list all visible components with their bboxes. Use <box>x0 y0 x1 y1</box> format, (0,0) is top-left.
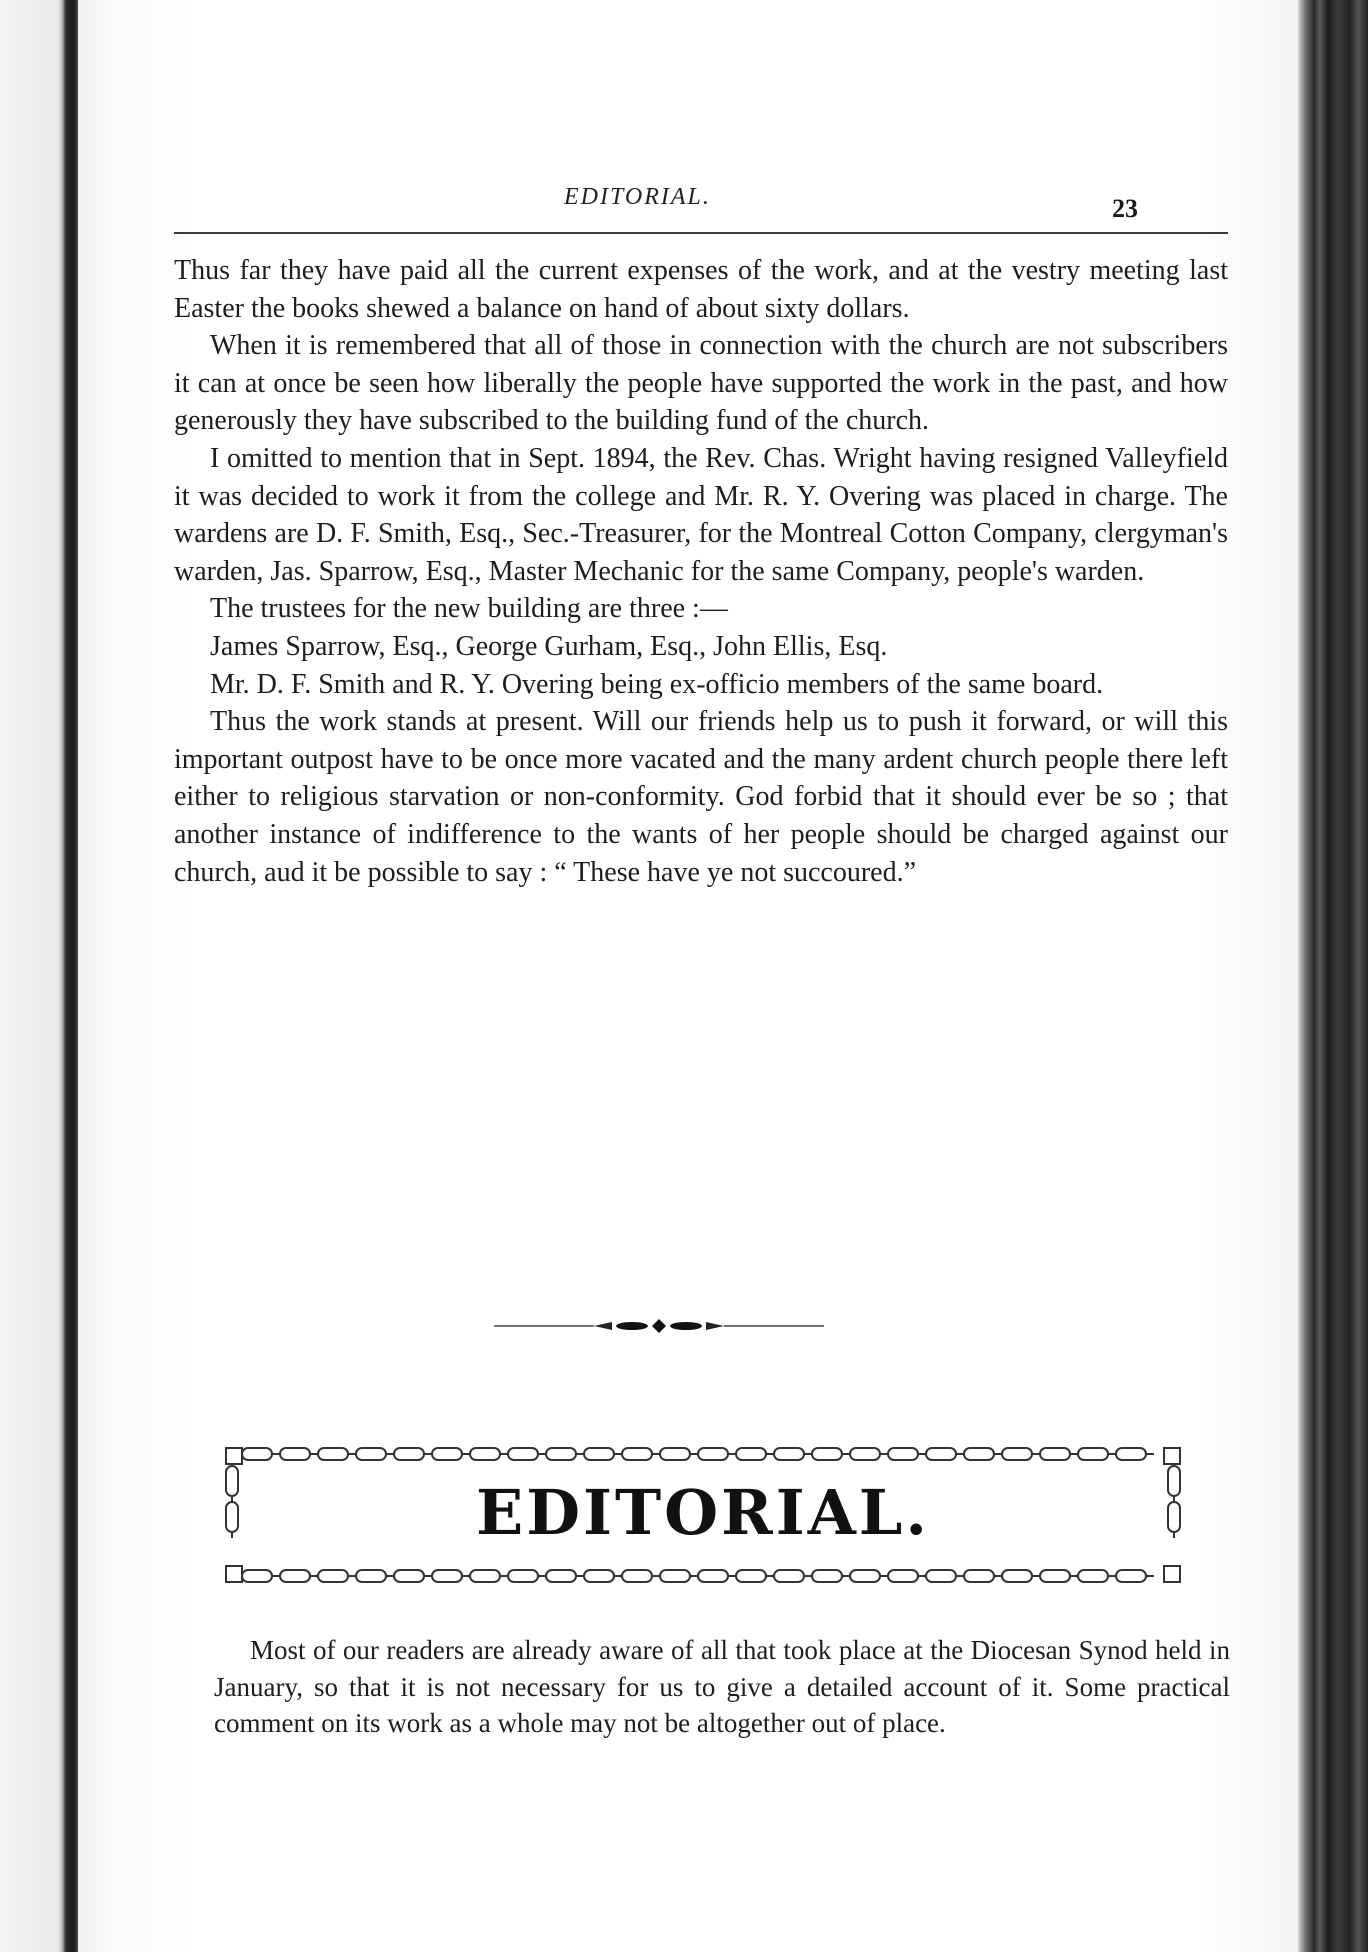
paragraph: James Sparrow, Esq., George Gurham, Esq., John Ellis, Esq. <box>210 630 888 662</box>
section-heading: EDITORIAL. <box>476 1476 930 1549</box>
paragraph: The trustees for the new building are three :— <box>210 593 728 625</box>
article-body <box>174 252 1228 891</box>
editorial-body <box>214 1632 1230 1742</box>
book-page <box>78 0 1298 1952</box>
running-title: EDITORIAL. <box>564 184 711 210</box>
page-number: 23 <box>1112 194 1138 223</box>
paragraph: I omitted to mention that in Sept. 1894, the Rev. Chas. Wright having resigned Valleyfield it was decided to work it from the college and Mr. R. Y. Overing was placed in charge. The wardens are D. F. Smith, Esq., Sec.-Treasurer, for the Montreal Cotton Company, clergyman's warden, Jas. Sparrow, Esq., Master Mechanic for the same Company, people's warden. <box>174 442 1228 587</box>
header-rule <box>174 232 1228 234</box>
book-edge-right <box>1298 0 1368 1952</box>
section-divider-ornament <box>494 1314 824 1338</box>
editorial-heading-frame <box>218 1440 1188 1590</box>
running-head <box>78 184 1298 224</box>
paragraph: Mr. D. F. Smith and R. Y. Overing being ex-officio members of the same board. <box>210 668 1104 700</box>
paragraph: Thus the work stands at present. Will our friends help us to push it forward, or will this important outpost have to be once more vacated and the many ardent church people there left either to religious starvation or non-conformity. God forbid that it should ever be so ; that another instance of indifference to the wants of her people should be charged against our church, aud it be possible to say : “ These have ye not succoured.” <box>174 706 1228 888</box>
paragraph: Most of our readers are already aware of all that took place at the Diocesan Synod held in January, so that it is not necessary for us to give a detailed account of it. Some practical comment on its work as a whole may not be altogether out of place. <box>214 1635 1230 1738</box>
paragraph: Thus far they have paid all the current expenses of the work, and at the vestry meeting last Easter the books shewed a balance on hand of about sixty dollars. <box>174 255 1228 324</box>
paragraph: When it is remembered that all of those in connection with the church are not subscribers it can at once be seen how liberally the people have supported the work in the past, and how generously they have subscribed to the building fund of the church. <box>174 330 1228 437</box>
book-binding-left <box>0 0 78 1952</box>
